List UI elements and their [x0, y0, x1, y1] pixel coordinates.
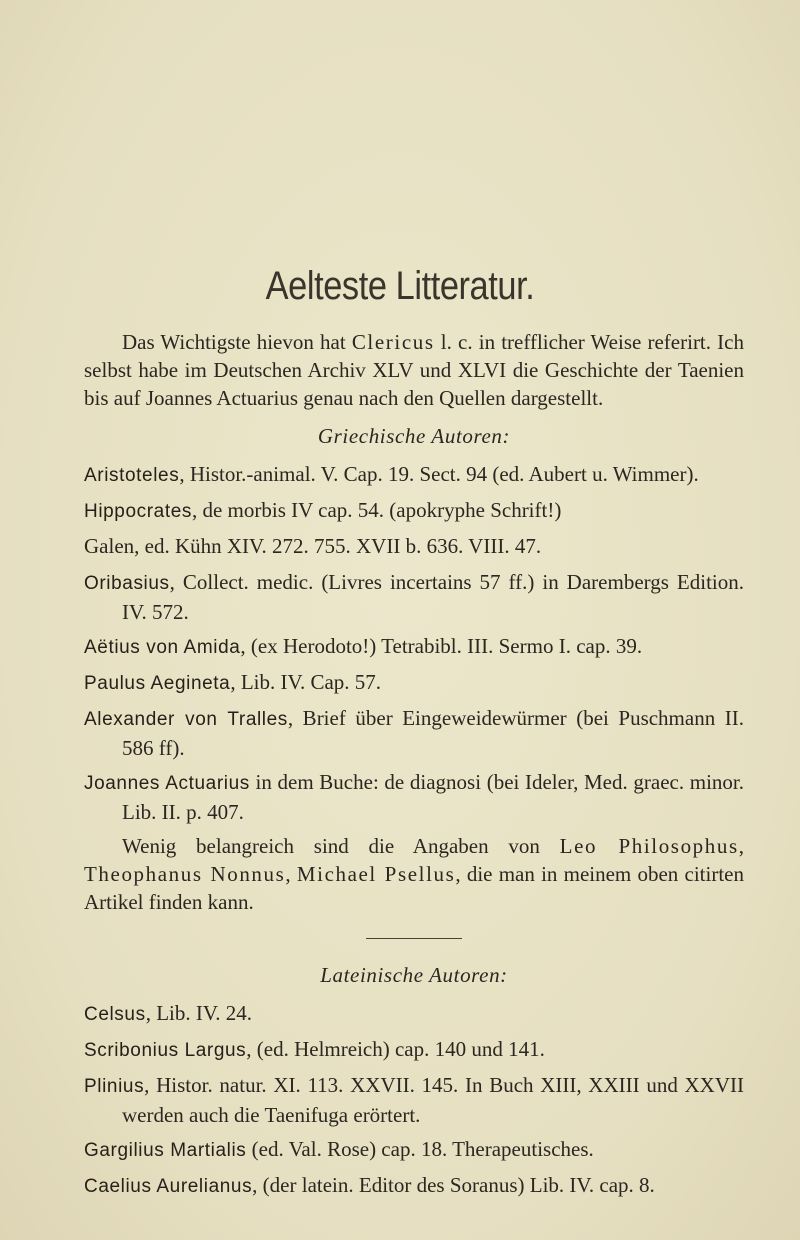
intro-text-2: l. c. in trefflicher Weise referirt. Ich selbst habe im Deutschen Archiv XLV und XLVI die Geschichte der Taenien bis auf Joannes Actuarius genau nach den Quellen dargestellt. — [84, 330, 744, 410]
list-item — [84, 460, 744, 490]
author-name: Joannes Actuarius — [84, 773, 250, 794]
author-name: Alexander von Tralles — [84, 709, 288, 730]
list-item — [84, 1035, 744, 1065]
entry-text: , (ed. Helmreich) cap. 140 und 141. — [246, 1037, 545, 1061]
closing-text-2: , — [738, 834, 744, 858]
list-item — [84, 1071, 744, 1129]
entry-text: in dem Buche: de diagnosi (bei Ideler, Med. graec. minor. Lib. II. p. 407. — [122, 770, 745, 824]
entry-text: , de morbis IV cap. 54. (apokryphe Schrift!) — [191, 498, 562, 522]
author-name: Celsus — [84, 1004, 146, 1025]
latin-heading: Lateinische Autoren: — [320, 963, 508, 987]
entry-text: , Collect. medic. (Livres incertains 57 ff.) in Darembergs Edition. IV. 572. — [122, 570, 744, 624]
list-item — [84, 632, 744, 662]
greek-list — [84, 460, 744, 826]
list-item — [84, 1135, 744, 1165]
author-name: Aëtius von Amida — [84, 637, 241, 658]
closing-text-1: Wenig belangreich sind die Angaben von — [122, 834, 560, 858]
entry-text: , Brief über Eingeweidewürmer (bei Puschmann II. 586 ff). — [122, 706, 744, 760]
entry-text: Galen, ed. Kühn XIV. 272. 755. XVII b. 636. VIII. 47. — [84, 534, 542, 558]
closing-name-theophanus: Theophanus Nonnus — [84, 862, 286, 886]
text-body — [84, 328, 744, 1207]
closing-name-leo: Leo Philosophus — [559, 834, 739, 858]
closing-paragraph — [84, 832, 744, 916]
author-name: Paulus Aegineta — [84, 673, 231, 694]
list-item — [84, 496, 744, 526]
entry-text: , Histor. natur. XI. 113. XXVII. 145. In Buch XIII, XXIII und XXVII werden auch die Taenifuga erörtert. — [122, 1073, 744, 1127]
intro-text-1: Das Wichtigste hievon hat — [122, 330, 352, 354]
list-item — [84, 532, 744, 562]
author-name: Gargilius Martialis — [84, 1140, 247, 1161]
entry-text: , (der latein. Editor des Soranus) Lib. IV. cap. 8. — [252, 1173, 655, 1197]
list-item — [84, 768, 744, 826]
entry-text: , Histor.-animal. V. Cap. 19. Sect. 94 (ed. Aubert u. Wimmer). — [179, 462, 699, 486]
list-item — [84, 668, 744, 698]
entry-text: (ed. Val. Rose) cap. 18. Therapeutisches. — [246, 1137, 594, 1161]
intro-name-clericus: Clericus — [351, 330, 435, 354]
entry-text: , (ex Herodoto!) Tetrabibl. III. Sermo I. cap. 39. — [240, 634, 643, 658]
author-name: Oribasius — [84, 573, 170, 594]
list-item — [84, 1171, 744, 1201]
author-name: Hippocrates — [84, 501, 192, 522]
list-item — [84, 568, 744, 626]
entry-text: , Lib. IV. 24. — [145, 1001, 253, 1025]
list-item — [84, 999, 744, 1029]
greek-heading: Griechische Autoren: — [317, 424, 511, 448]
closing-text-4: , die man in meinem oben citirten Artikel finden kann. — [84, 862, 744, 914]
author-name: Aristoteles — [84, 465, 180, 486]
closing-text-3: , — [285, 862, 297, 886]
section-divider — [366, 938, 462, 939]
entry-text: , Lib. IV. Cap. 57. — [230, 670, 382, 694]
intro-paragraph — [84, 328, 744, 412]
latin-list — [84, 999, 744, 1201]
closing-name-psellus: Michael Psellus — [296, 862, 456, 886]
author-name: Scribonius Largus — [84, 1040, 247, 1061]
list-item — [84, 704, 744, 762]
author-name: Plinius — [84, 1076, 145, 1097]
author-name: Caelius Aurelianus — [84, 1176, 253, 1197]
page-title: Aelteste Litteratur. — [265, 264, 535, 308]
